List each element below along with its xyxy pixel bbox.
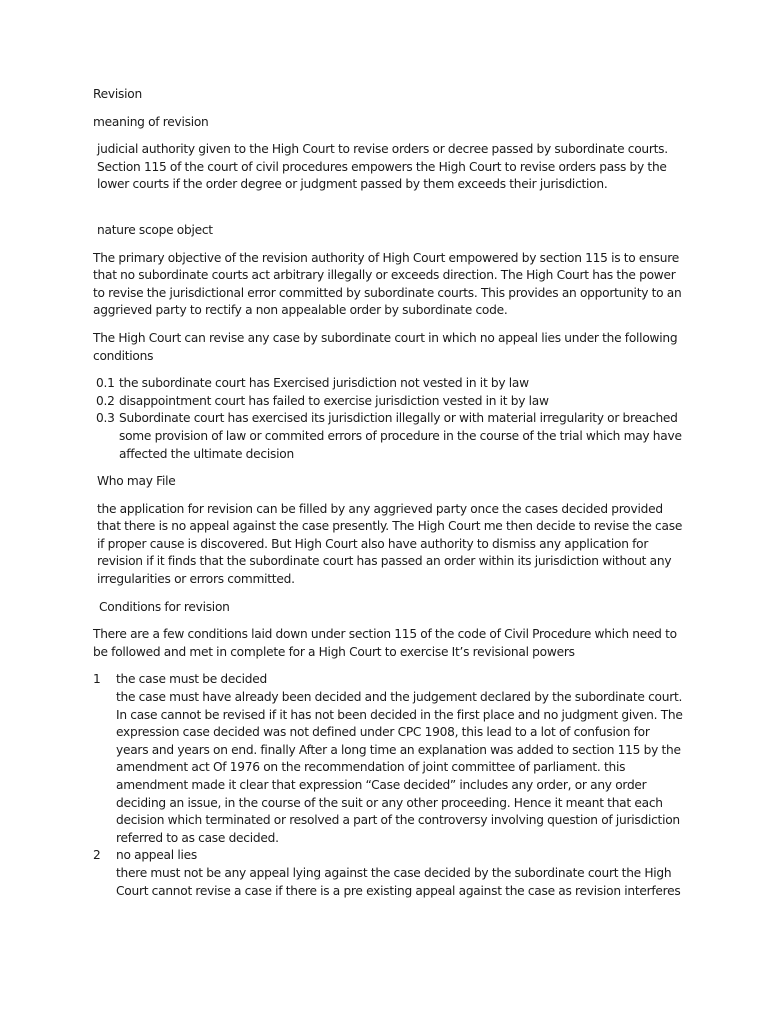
document-title: Revision	[93, 87, 142, 101]
list-number: 2	[93, 848, 101, 863]
who-may-file-paragraph: the application for revision can be filled by any aggrieved party once the cases decided provided that there is no appeal against the case presently. The High Court me then decide to revise the case if proper cause is discovered. But High Court also have authority to dismiss any application for revision if it finds that the subordinate court has passed an order within its jurisdiction without any irregularities or errors committed.	[97, 501, 683, 587]
list-marker: 0.3	[96, 411, 115, 426]
meaning-paragraph: judicial authority given to the High Court to revise orders or decree passed by subordinate courts. Section 115 of the court of civil procedures empowers the High Court to revise orders pass by the lower courts if the order degree or judgment passed by them exceeds their jurisdiction.	[97, 142, 668, 192]
list-item-body	[116, 847, 683, 900]
list-item-title: the case must be decided	[116, 672, 267, 687]
list-item	[93, 375, 683, 393]
nature-heading: nature scope object	[97, 222, 213, 237]
list-item	[93, 671, 683, 847]
list-item-title: no appeal lies	[116, 848, 197, 863]
document-page	[93, 86, 683, 900]
list-item-text: there must not be any appeal lying against the case decided by the subordinate court the High Court cannot revise a case if there is a pre existing appeal against the case as revision interferes	[116, 865, 681, 898]
list-number: 1	[93, 672, 101, 687]
list-item-text: the case must have already been decided and the judgement declared by the subordinate court. In case cannot be revised if it has not been decided in the first place and no judgment given. The expression case decided was not defined under CPC 1908, this lead to a lot of confusion for years and years on end. finally After a long time an explanation was added to section 115 by the amendment act Of 1976 on the recommendation of joint committee of parliament. this amendment made it clear that expression “Case decided” includes any order, or any order deciding an issue, in the course of the suit or any other proceeding. Hence it meant that each decision which terminated or resolved a part of the controversy involving question of jurisdiction referred to as case decided.	[116, 690, 683, 845]
list-marker: 0.2	[96, 393, 115, 408]
conditions-for-revision-intro: There are a few conditions laid down under section 115 of the code of Civil Procedure which need to be followed and met in complete for a High Court to exercise It’s revisional powers	[93, 627, 677, 659]
list-item	[93, 847, 683, 900]
list-item-text: the subordinate court has Exercised jurisdiction not vested in it by law	[119, 376, 529, 391]
list-item	[93, 410, 683, 463]
conditions-for-revision-heading: Conditions for revision	[99, 599, 230, 614]
conditions-intro: The High Court can revise any case by subordinate court in which no appeal lies under the following conditions	[93, 330, 678, 363]
conditions-list	[93, 375, 683, 463]
list-item-text: disappointment court has failed to exercise jurisdiction vested in it by law	[119, 393, 549, 408]
nature-paragraph: The primary objective of the revision authority of High Court empowered by section 115 is to ensure that no subordinate courts act arbitrary illegally or exceeds direction. The High Court has the power to revise the jurisdictional error committed by subordinate courts. This provides an opportunity to an aggrieved party to rectify a non appealable order by subordinate code.	[93, 250, 682, 318]
numbered-list	[93, 671, 683, 900]
list-marker: 0.1	[96, 376, 115, 391]
list-item	[93, 393, 683, 411]
list-item-text: Subordinate court has exercised its jurisdiction illegally or with material irregularity or breached some provision of law or commited errors of procedure in the course of the trial which may have affected the ultimate decision	[119, 411, 682, 461]
list-item-body	[116, 671, 683, 847]
meaning-heading: meaning of revision	[93, 114, 209, 129]
who-may-file-heading: Who may File	[97, 474, 176, 489]
spacer	[93, 204, 683, 222]
